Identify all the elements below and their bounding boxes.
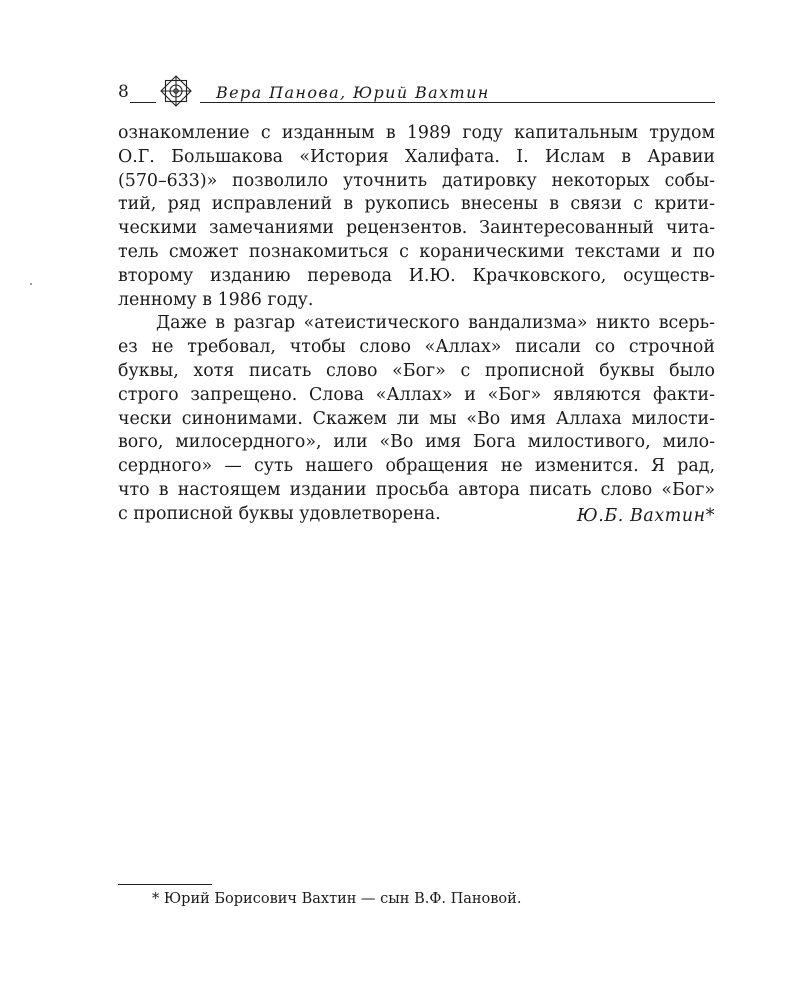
text-line: Даже в разгар «атеистического вандализма» никто всерь- [156, 313, 715, 334]
text-line: буквы, хотя писать слово «Бог» с прописной буквы было [118, 360, 715, 381]
text-line: вого, милосердного», или «Во имя Бога милостивого, мило- [118, 432, 715, 453]
text-line: тий, ряд исправлений в рукопись внесены в связи с крити- [118, 194, 715, 215]
signature: Ю.Б. Вахтин* [576, 506, 715, 526]
running-title: Вера Панова, Юрий Вахтин [216, 83, 490, 102]
ornament-icon [156, 74, 196, 108]
text-line: О.Г. Большакова «История Халифата. I. Ислам в Аравии [118, 146, 715, 167]
text-line: тель сможет познакомиться с кораническими текстами и по [118, 241, 715, 262]
text-line: второму изданию перевода И.Ю. Крачковского, осуществ- [118, 265, 715, 286]
text-line: ознакомление с изданным в 1989 году капитальным трудом [118, 123, 715, 143]
text-line: ез не требовал, чтобы слово «Аллах» писали со строчной [118, 337, 715, 358]
text-line: строго запрещено. Слова «Аллах» и «Бог» являются факти- [118, 384, 715, 405]
text-line: чески синонимами. Скажем ли мы «Во имя Аллаха милости- [118, 408, 715, 429]
footnote-rule [118, 884, 212, 885]
text-line: (570–633)» позволило уточнить датировку некоторых собы- [118, 170, 715, 191]
page-header [118, 74, 715, 108]
margin-mark [30, 283, 32, 285]
body-text [118, 122, 715, 527]
text-line: сердного» — суть нашего обращения не изменится. Я рад, [118, 456, 715, 477]
text-line: ленному в 1986 году. [118, 289, 314, 310]
text-line: что в настоящем издании просьба автора писать слово «Бог» [118, 479, 715, 500]
footnote: * Юрий Борисович Вахтин — сын В.Ф. Пановой. [152, 891, 522, 907]
header-rule-right [200, 102, 715, 103]
paragraph-2 [118, 312, 715, 526]
text-line: ческими замечаниями рецензентов. Заинтересованный чита- [118, 218, 715, 239]
page-number: 8 [118, 82, 129, 102]
paragraph-1 [118, 122, 715, 312]
header-rule-left [130, 102, 156, 103]
text-line: с прописной буквы удовлетворена. [118, 503, 441, 524]
